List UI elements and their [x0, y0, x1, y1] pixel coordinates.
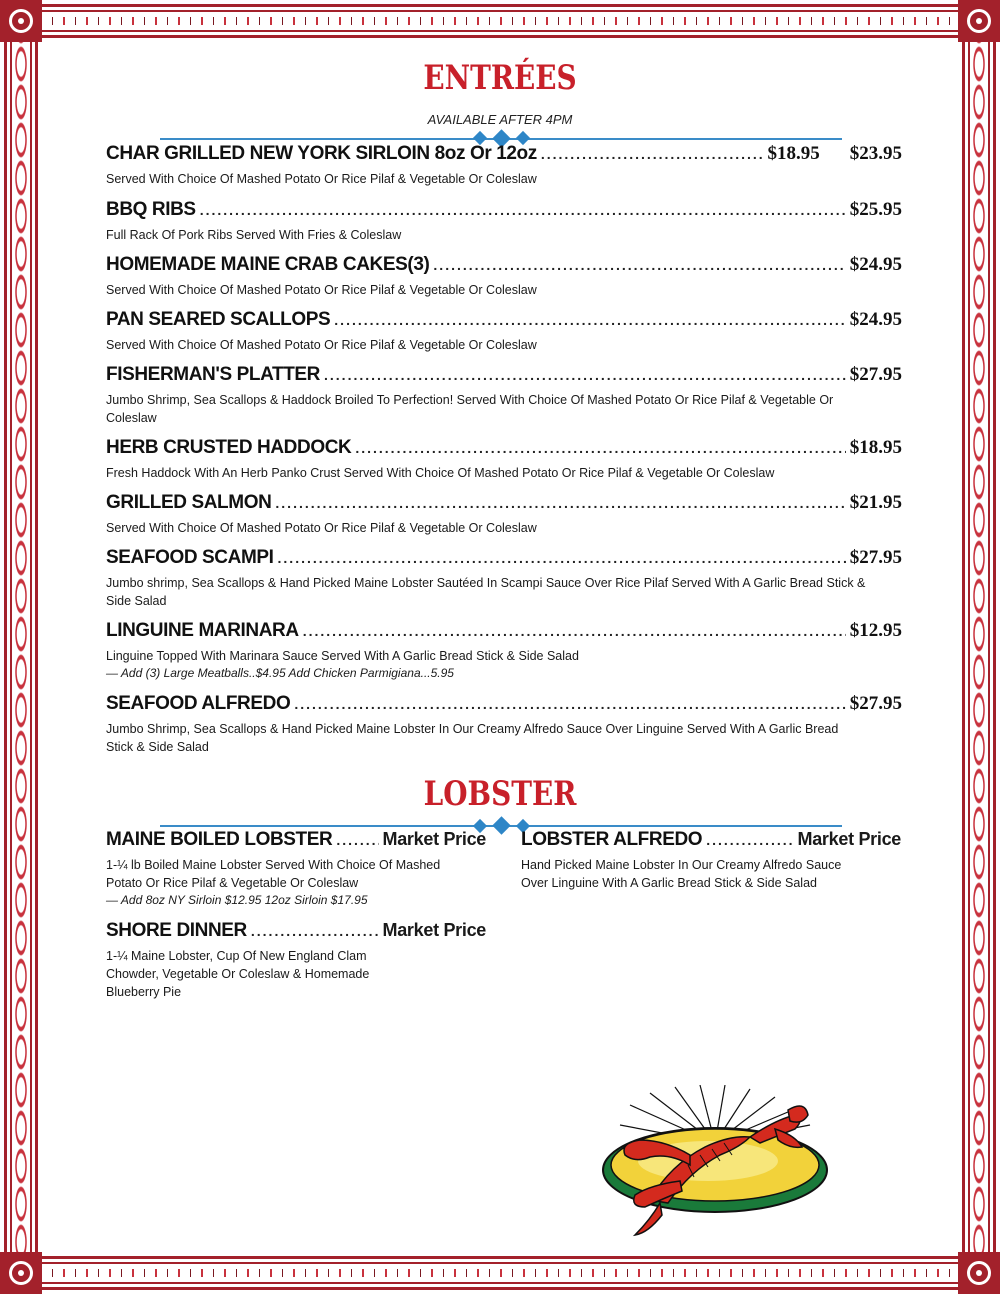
menu-item	[106, 309, 902, 354]
border-top	[0, 0, 1000, 42]
item-description: Served With Choice Of Mashed Potato Or Rice Pilaf & Vegetable Or Coleslaw	[106, 283, 537, 297]
item-price: $24.95	[849, 254, 902, 275]
item-price: $25.95	[849, 199, 902, 220]
leader-dots	[336, 832, 378, 848]
item-description: Jumbo Shrimp, Sea Scallops & Haddock Broiled To Perfection! Served With Choice Of Mashed Potato Or Rice Pilaf & Vegetable Or Coleslaw	[106, 393, 834, 425]
menu-item	[106, 143, 902, 188]
item-price: $27.95	[849, 547, 902, 568]
item-name: GRILLED SALMON	[106, 492, 272, 513]
border-bottom	[0, 1252, 1000, 1294]
menu-item	[106, 620, 902, 682]
item-name: MAINE BOILED LOBSTER	[106, 829, 333, 850]
leader-dots	[251, 923, 379, 939]
item-description: 1-¼ Maine Lobster, Cup Of New England Clam Chowder, Vegetable Or Coleslaw & Homemade Blueberry Pie	[106, 949, 370, 999]
item-description: Jumbo shrimp, Sea Scallops & Hand Picked Maine Lobster Sautéed In Scampi Sauce Over Rice Pilaf Served With A Garlic Bread Stick & Side Salad	[106, 576, 866, 608]
leader-dots	[355, 440, 845, 456]
border-left	[0, 0, 42, 1294]
item-price: Market Price	[382, 920, 486, 940]
menu-item	[106, 920, 486, 1001]
item-name: HERB CRUSTED HADDOCK	[106, 437, 352, 458]
item-name: CHAR GRILLED NEW YORK SIRLOIN 8oz Or 12oz	[106, 143, 537, 164]
leader-dots	[334, 312, 845, 328]
item-name: SEAFOOD ALFREDO	[106, 693, 291, 714]
ship-wheel-icon	[0, 1252, 42, 1294]
menu-item	[106, 547, 902, 610]
item-description: 1-¼ lb Boiled Maine Lobster Served With Choice Of Mashed Potato Or Rice Pilaf & Vegetable Or Coleslaw	[106, 858, 441, 890]
item-name: SHORE DINNER	[106, 920, 247, 941]
entrees-title: ENTRÉES	[423, 58, 577, 98]
item-name: SEAFOOD SCAMPI	[106, 547, 274, 568]
item-name: PAN SEARED SCALLOPS	[106, 309, 331, 330]
item-name: HOMEMADE MAINE CRAB CAKES(3)	[106, 254, 430, 275]
item-description: Served With Choice Of Mashed Potato Or Rice Pilaf & Vegetable Or Coleslaw	[106, 521, 537, 535]
item-addon-note: — Add 8oz NY Sirloin $12.95 12oz Sirloin $17.95	[106, 893, 368, 907]
item-price: $18.95	[849, 437, 902, 458]
item-price: $24.95	[849, 309, 902, 330]
leader-dots	[303, 623, 846, 639]
item-price: $21.95	[849, 492, 902, 513]
leader-dots	[706, 832, 793, 848]
item-description: Full Rack Of Pork Ribs Served With Fries & Coleslaw	[106, 228, 402, 242]
item-price: $27.95	[849, 364, 902, 385]
menu-item	[106, 437, 902, 482]
item-name: BBQ RIBS	[106, 199, 196, 220]
item-name: FISHERMAN'S PLATTER	[106, 364, 321, 385]
item-description: Served With Choice Of Mashed Potato Or Rice Pilaf & Vegetable Or Coleslaw	[106, 338, 537, 352]
item-name: LINGUINE MARINARA	[106, 620, 299, 641]
leader-dots	[324, 367, 846, 383]
item-price: $12.95	[849, 620, 902, 641]
item-name: LOBSTER ALFREDO	[521, 829, 703, 850]
menu-item	[106, 254, 902, 299]
leader-dots	[278, 550, 846, 566]
ship-wheel-icon	[0, 0, 42, 42]
item-description: Hand Picked Maine Lobster In Our Creamy Alfredo Sauce Over Linguine With A Garlic Bread Stick & Side Salad	[521, 858, 842, 890]
menu-item	[521, 829, 901, 892]
menu-item	[106, 199, 902, 244]
item-description: Jumbo Shrimp, Sea Scallops & Hand Picked Maine Lobster In Our Creamy Alfredo Sauce Over Linguine Served With A Garlic Bread Stick & Side Salad	[106, 722, 839, 754]
item-price: Market Price	[797, 829, 901, 849]
lobster-title: LOBSTER	[423, 774, 577, 814]
menu-item	[106, 693, 902, 756]
menu-item	[106, 829, 486, 909]
item-description: Linguine Topped With Marinara Sauce Served With A Garlic Bread Stick & Side Salad	[106, 649, 579, 663]
item-price: $27.95	[849, 693, 902, 714]
ship-wheel-icon	[958, 1252, 1000, 1294]
item-description: Served With Choice Of Mashed Potato Or Rice Pilaf & Vegetable Or Coleslaw	[106, 172, 537, 186]
menu-item	[106, 364, 902, 427]
lobster-plate-icon	[590, 1085, 840, 1245]
item-description: Fresh Haddock With An Herb Panko Crust Served With Choice Of Mashed Potato Or Rice Pilaf & Vegetable Or Coleslaw	[106, 466, 775, 480]
ship-wheel-icon	[958, 0, 1000, 42]
leader-dots	[200, 202, 846, 218]
leader-dots	[275, 495, 845, 511]
menu-item	[106, 492, 902, 537]
item-addon-note: — Add (3) Large Meatballs..$4.95 Add Chicken Parmigiana...5.95	[106, 666, 454, 680]
item-price: $18.95	[767, 143, 820, 164]
leader-dots	[294, 696, 845, 712]
item-price: Market Price	[382, 829, 486, 849]
leader-dots	[541, 146, 764, 162]
border-right	[958, 0, 1000, 1294]
leader-dots	[433, 257, 845, 273]
item-price-large: $23.95	[849, 143, 902, 164]
entrees-subtitle: AVAILABLE AFTER 4PM	[427, 112, 573, 127]
